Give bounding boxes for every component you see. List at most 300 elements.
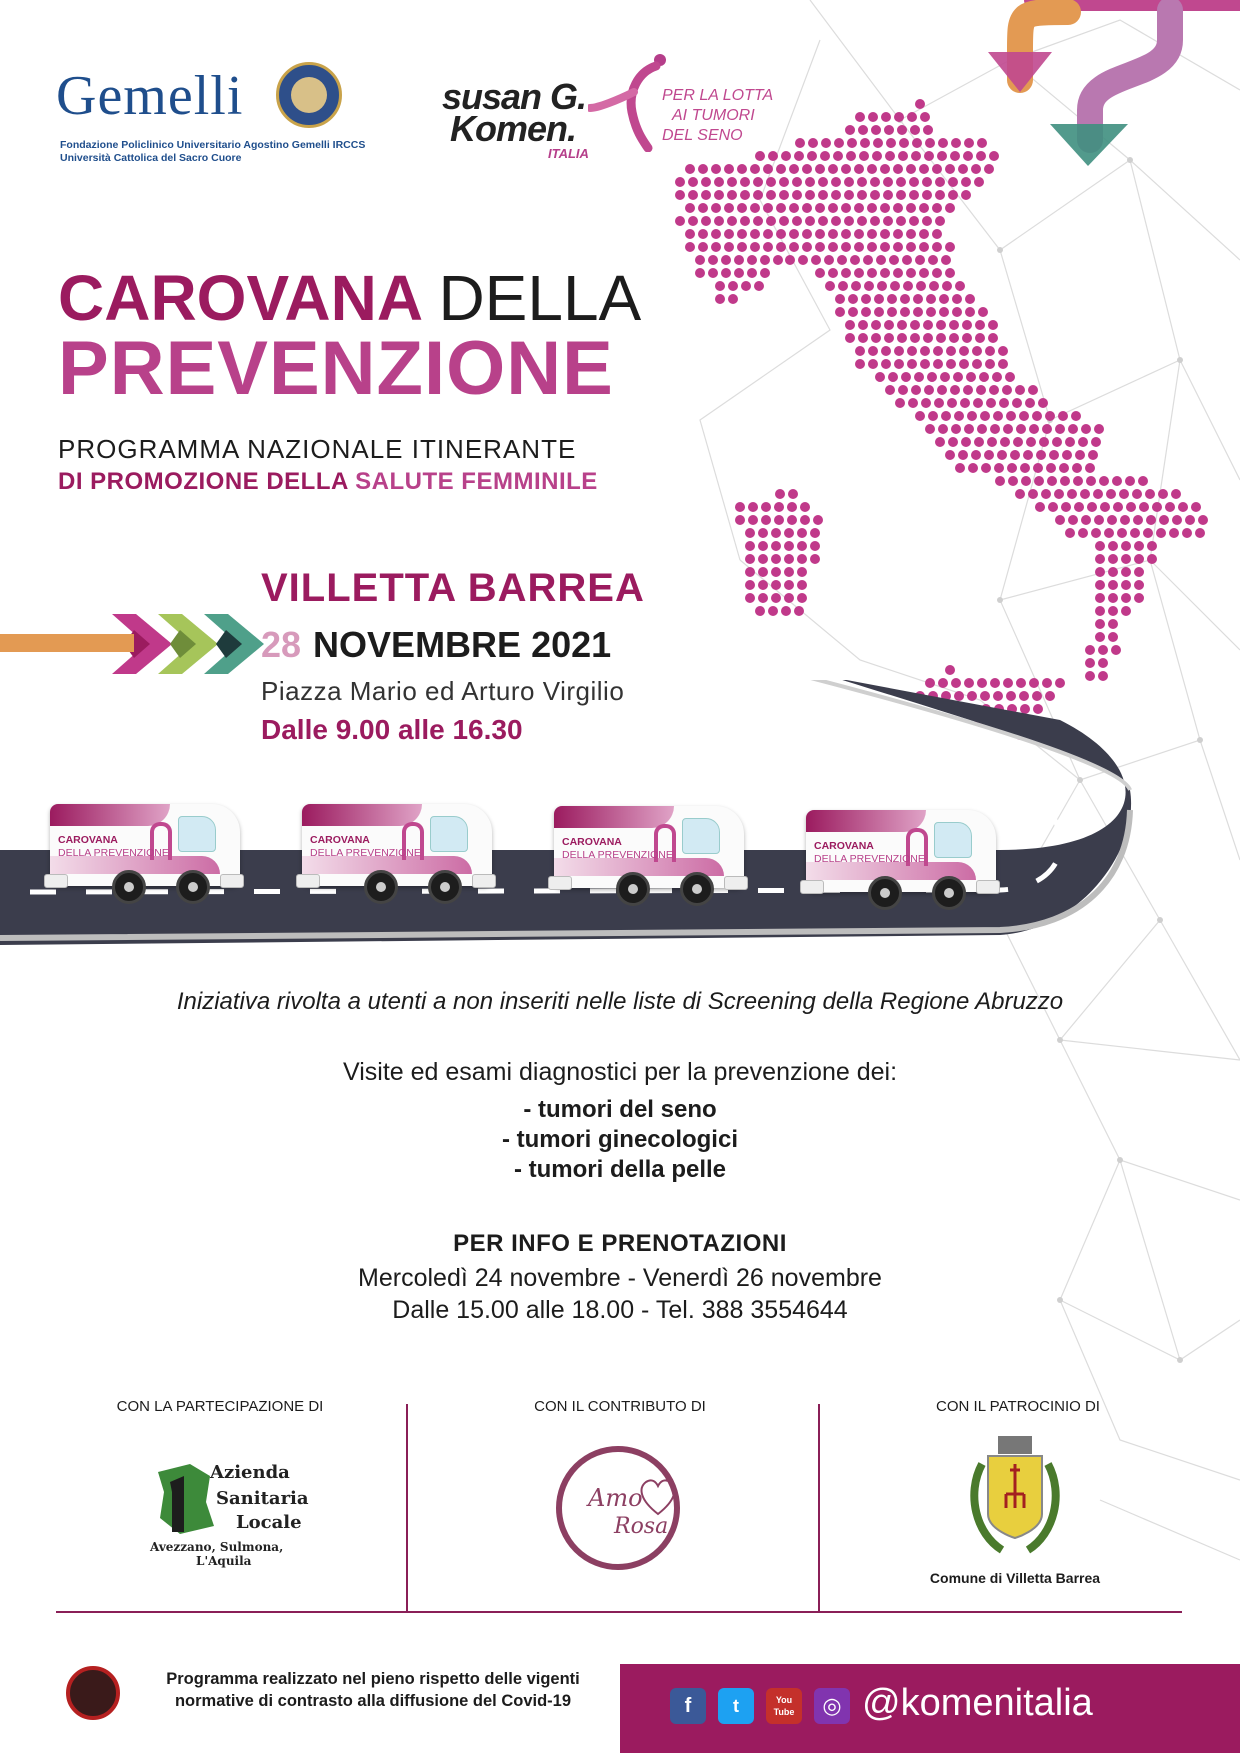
map-dot <box>995 476 1005 486</box>
map-dot <box>825 281 835 291</box>
map-dot <box>1106 489 1116 499</box>
map-dot <box>920 346 930 356</box>
map-dot <box>984 450 994 460</box>
map-dot <box>894 359 904 369</box>
map-dot <box>805 216 815 226</box>
map-dot <box>880 268 890 278</box>
map-dot <box>900 294 910 304</box>
map-dot <box>798 255 808 265</box>
map-dot <box>928 255 938 265</box>
map-dot <box>963 385 973 395</box>
map-dot <box>890 281 900 291</box>
map-dot <box>748 502 758 512</box>
map-dot <box>998 359 1008 369</box>
komen-logo-line2: Komen. <box>450 108 577 149</box>
map-dot <box>785 255 795 265</box>
program-line1: PROGRAMMA NAZIONALE ITINERANTE <box>58 434 577 464</box>
map-dot <box>1095 632 1105 642</box>
map-dot <box>1095 619 1105 629</box>
map-dot <box>1052 437 1062 447</box>
map-dot <box>1108 541 1118 551</box>
map-dot <box>735 502 745 512</box>
map-dot <box>815 268 825 278</box>
map-dot <box>977 138 987 148</box>
map-dot <box>835 294 845 304</box>
map-dot <box>963 151 973 161</box>
covid-note-line1: Programma realizzato nel pieno rispetto delle vigenti <box>166 1670 580 1688</box>
map-dot <box>925 424 935 434</box>
map-dot <box>974 437 984 447</box>
map-dot <box>675 190 685 200</box>
map-dot <box>1121 580 1131 590</box>
map-dot <box>1039 437 1049 447</box>
map-dot <box>1023 450 1033 460</box>
gemelli-sub-line2: Università Cattolica del Sacro Cuore <box>60 152 242 164</box>
map-dot <box>1042 424 1052 434</box>
map-dot <box>906 164 916 174</box>
facebook-icon[interactable]: f <box>670 1688 706 1724</box>
map-dot <box>1088 450 1098 460</box>
map-dot <box>1012 398 1022 408</box>
map-dot <box>883 216 893 226</box>
amo-rosa-word2: Rosa <box>614 1514 669 1539</box>
map-dot <box>766 177 776 187</box>
map-dot <box>945 242 955 252</box>
map-dot <box>967 411 977 421</box>
map-dot <box>675 216 685 226</box>
map-dot <box>926 294 936 304</box>
map-dot <box>984 164 994 174</box>
map-dot <box>1108 606 1118 616</box>
italy-dot-map <box>675 99 1208 740</box>
map-dot <box>1078 437 1088 447</box>
map-dot <box>906 268 916 278</box>
map-dot <box>885 385 895 395</box>
map-dot <box>1095 606 1105 616</box>
map-dot <box>781 151 791 161</box>
map-dot <box>781 606 791 616</box>
map-dot <box>779 177 789 187</box>
map-dot <box>873 138 883 148</box>
map-dot <box>867 164 877 174</box>
map-dot <box>998 346 1008 356</box>
map-dot <box>859 151 869 161</box>
map-dot <box>1045 411 1055 421</box>
instagram-icon[interactable]: ◎ <box>814 1688 850 1724</box>
map-dot <box>831 190 841 200</box>
map-dot <box>758 580 768 590</box>
twitter-icon[interactable]: t <box>718 1688 754 1724</box>
map-dot <box>711 203 721 213</box>
map-dot <box>758 593 768 603</box>
map-dot <box>897 125 907 135</box>
map-dot <box>1156 528 1166 538</box>
asl-cities-1: Avezzano, Sulmona, <box>150 1540 284 1554</box>
map-dot <box>1112 476 1122 486</box>
map-dot <box>818 190 828 200</box>
map-dot <box>923 125 933 135</box>
map-dot <box>854 242 864 252</box>
map-dot <box>1055 515 1065 525</box>
map-dot <box>965 294 975 304</box>
map-dot <box>1107 515 1117 525</box>
map-dot <box>711 242 721 252</box>
map-dot <box>945 450 955 460</box>
map-dot <box>920 112 930 122</box>
map-dot <box>1029 424 1039 434</box>
map-dot <box>750 164 760 174</box>
map-dot <box>711 164 721 174</box>
map-dot <box>1071 411 1081 421</box>
map-dot <box>846 151 856 161</box>
map-dot <box>1091 528 1101 538</box>
map-dot <box>946 346 956 356</box>
map-dot <box>987 437 997 447</box>
map-dot <box>724 203 734 213</box>
map-dot <box>1028 385 1038 395</box>
map-dot <box>915 255 925 265</box>
map-dot <box>932 203 942 213</box>
info-heading: PER INFO E PRENOTAZIONI <box>453 1230 787 1257</box>
map-dot <box>896 190 906 200</box>
map-dot <box>675 177 685 187</box>
map-dot <box>858 320 868 330</box>
map-dot <box>1058 411 1068 421</box>
map-dot <box>805 177 815 187</box>
map-dot <box>919 268 929 278</box>
map-dot <box>980 411 990 421</box>
map-dot <box>961 437 971 447</box>
map-dot <box>915 411 925 421</box>
van-4 <box>806 810 1006 910</box>
map-dot <box>714 216 724 226</box>
map-dot <box>989 385 999 395</box>
covid-prohibition-icon <box>66 1666 120 1720</box>
orange-stripe <box>0 634 134 652</box>
map-dot <box>750 242 760 252</box>
map-dot <box>923 333 933 343</box>
map-dot <box>909 216 919 226</box>
map-dot <box>737 229 747 239</box>
map-dot <box>848 294 858 304</box>
map-dot <box>979 372 989 382</box>
map-dot <box>975 333 985 343</box>
map-dot <box>937 151 947 161</box>
map-dot <box>972 359 982 369</box>
map-dot <box>870 190 880 200</box>
map-dot <box>714 177 724 187</box>
visite-text: Visite ed esami diagnostici per la prevenzione dei: <box>342 1058 898 1086</box>
map-dot <box>845 333 855 343</box>
map-dot <box>1067 489 1077 499</box>
map-dot <box>899 138 909 148</box>
map-dot <box>872 151 882 161</box>
map-dot <box>810 528 820 538</box>
map-dot <box>745 554 755 564</box>
map-dot <box>906 242 916 252</box>
map-dot <box>935 216 945 226</box>
map-dot <box>924 151 934 161</box>
map-dot <box>1134 580 1144 590</box>
map-dot <box>989 151 999 161</box>
map-dot <box>992 372 1002 382</box>
map-dot <box>724 229 734 239</box>
map-dot <box>787 515 797 525</box>
map-dot <box>1005 372 1015 382</box>
map-dot <box>961 177 971 187</box>
map-dot <box>978 307 988 317</box>
map-dot <box>909 177 919 187</box>
map-dot <box>855 359 865 369</box>
map-dot <box>1108 554 1118 564</box>
map-dot <box>844 177 854 187</box>
arrow-head-pink <box>988 52 1052 92</box>
map-dot <box>919 242 929 252</box>
map-dot <box>1172 515 1182 525</box>
map-dot <box>871 320 881 330</box>
map-dot <box>1165 502 1175 512</box>
map-dot <box>870 177 880 187</box>
map-dot <box>841 203 851 213</box>
map-dot <box>761 502 771 512</box>
map-dot <box>1098 658 1108 668</box>
map-dot <box>939 307 949 317</box>
map-dot <box>728 281 738 291</box>
map-dot <box>784 554 794 564</box>
map-dot <box>741 281 751 291</box>
map-dot <box>924 385 934 395</box>
map-dot <box>919 203 929 213</box>
map-dot <box>981 463 991 473</box>
map-dot <box>1013 437 1023 447</box>
map-dot <box>844 190 854 200</box>
map-dot <box>1182 528 1192 538</box>
map-dot <box>755 151 765 161</box>
map-dot <box>771 567 781 577</box>
map-dot <box>990 424 1000 434</box>
map-dot <box>750 229 760 239</box>
map-dot <box>1121 593 1131 603</box>
map-dot <box>1015 385 1025 395</box>
map-dot <box>860 138 870 148</box>
map-dot <box>857 177 867 187</box>
map-dot <box>792 177 802 187</box>
map-dot <box>877 281 887 291</box>
map-dot <box>1006 411 1016 421</box>
map-dot <box>910 125 920 135</box>
map-dot <box>915 99 925 109</box>
map-dot <box>958 164 968 174</box>
map-dot <box>858 333 868 343</box>
map-dot <box>870 216 880 226</box>
map-dot <box>708 268 718 278</box>
map-dot <box>766 190 776 200</box>
map-dot <box>1185 515 1195 525</box>
map-dot <box>900 307 910 317</box>
map-dot <box>1033 463 1043 473</box>
map-dot <box>864 281 874 291</box>
map-dot <box>685 229 695 239</box>
map-dot <box>898 151 908 161</box>
map-dot <box>789 229 799 239</box>
map-dot <box>811 255 821 265</box>
map-dot <box>910 333 920 343</box>
komen-logo-line1: susan G. <box>442 76 587 117</box>
map-dot <box>835 307 845 317</box>
map-dot <box>1068 424 1078 434</box>
map-dot <box>763 164 773 174</box>
van-3 <box>554 806 754 906</box>
map-dot <box>868 112 878 122</box>
map-dot <box>1121 606 1131 616</box>
map-dot <box>784 567 794 577</box>
map-dot <box>863 255 873 265</box>
map-dot <box>800 515 810 525</box>
map-dot <box>797 541 807 551</box>
map-dot <box>906 203 916 213</box>
map-dot <box>792 190 802 200</box>
map-dot <box>1120 515 1130 525</box>
map-dot <box>802 164 812 174</box>
map-dot <box>1108 580 1118 590</box>
map-dot <box>1108 619 1118 629</box>
map-dot <box>828 268 838 278</box>
map-dot <box>1191 502 1201 512</box>
map-dot <box>898 385 908 395</box>
map-dot <box>797 567 807 577</box>
map-dot <box>841 268 851 278</box>
youtube-icon[interactable]: You Tube <box>766 1688 802 1724</box>
gemelli-subtitle <box>60 139 380 165</box>
map-dot <box>776 242 786 252</box>
van-1-label2: DELLA PREVENZIONE <box>58 847 169 859</box>
map-dot <box>988 320 998 330</box>
map-dot <box>1093 489 1103 499</box>
map-dot <box>959 359 969 369</box>
map-dot <box>927 372 937 382</box>
map-dot <box>698 229 708 239</box>
map-dot <box>753 190 763 200</box>
map-dot <box>912 138 922 148</box>
van-4-label2: DELLA PREVENZIONE <box>814 853 925 865</box>
map-dot <box>903 281 913 291</box>
map-dot <box>907 359 917 369</box>
map-dot <box>901 372 911 382</box>
map-dot <box>721 255 731 265</box>
map-dot <box>932 242 942 252</box>
map-dot <box>724 164 734 174</box>
map-dot <box>988 333 998 343</box>
map-dot <box>985 346 995 356</box>
map-dot <box>740 177 750 187</box>
map-dot <box>745 528 755 538</box>
map-dot <box>1073 476 1083 486</box>
tumori-item-3: - tumori della pelle <box>513 1156 727 1183</box>
map-dot <box>942 281 952 291</box>
map-dot <box>745 567 755 577</box>
map-dot <box>916 281 926 291</box>
caption-patrocinio: CON IL PATROCINIO DI <box>936 1398 1100 1415</box>
map-dot <box>907 346 917 356</box>
map-dot <box>920 359 930 369</box>
map-dot <box>1104 528 1114 538</box>
map-dot <box>871 125 881 135</box>
map-dot <box>880 164 890 174</box>
map-dot <box>1094 515 1104 525</box>
map-dot <box>755 606 765 616</box>
map-dot <box>828 229 838 239</box>
map-dot <box>884 320 894 330</box>
coat-of-arms-icon <box>962 1434 1068 1564</box>
decorative-arrows-topright <box>1020 0 1240 140</box>
map-dot <box>815 242 825 252</box>
heart-icon <box>636 1474 680 1518</box>
map-dot <box>789 242 799 252</box>
map-dot <box>999 398 1009 408</box>
map-dot <box>948 190 958 200</box>
map-dot <box>1008 476 1018 486</box>
map-dot <box>1134 593 1144 603</box>
map-dot <box>1065 437 1075 447</box>
map-dot <box>945 203 955 213</box>
map-dot <box>876 255 886 265</box>
map-dot <box>913 294 923 304</box>
map-dot <box>771 554 781 564</box>
map-dot <box>714 190 724 200</box>
map-dot <box>810 554 820 564</box>
map-dot <box>921 398 931 408</box>
map-dot <box>766 216 776 226</box>
map-dot <box>880 229 890 239</box>
map-dot <box>935 437 945 447</box>
map-dot <box>965 307 975 317</box>
map-dot <box>894 346 904 356</box>
map-dot <box>1038 398 1048 408</box>
van-3-label1: CAROVANA <box>562 836 622 848</box>
map-dot <box>937 385 947 395</box>
map-dot <box>1169 528 1179 538</box>
map-dot <box>914 372 924 382</box>
map-dot <box>1126 502 1136 512</box>
map-dot <box>908 398 918 408</box>
map-dot <box>854 229 864 239</box>
divider-2 <box>818 1404 820 1612</box>
map-dot <box>893 242 903 252</box>
map-dot <box>997 450 1007 460</box>
map-dot <box>688 177 698 187</box>
map-dot <box>737 164 747 174</box>
social-handle[interactable]: @komenitalia <box>862 1682 1093 1724</box>
map-dot <box>929 281 939 291</box>
map-dot <box>875 372 885 382</box>
map-dot <box>1146 515 1156 525</box>
map-dot <box>1108 593 1118 603</box>
map-dot <box>698 242 708 252</box>
map-dot <box>768 151 778 161</box>
map-dot <box>1158 489 1168 499</box>
map-dot <box>1055 424 1065 434</box>
map-dot <box>1195 528 1205 538</box>
map-dot <box>962 333 972 343</box>
map-dot <box>789 164 799 174</box>
map-dot <box>1138 476 1148 486</box>
map-dot <box>754 281 764 291</box>
map-dot <box>888 372 898 382</box>
arrow-head-teal <box>1050 124 1128 166</box>
map-dot <box>1121 554 1131 564</box>
map-dot <box>708 255 718 265</box>
map-dot <box>928 411 938 421</box>
